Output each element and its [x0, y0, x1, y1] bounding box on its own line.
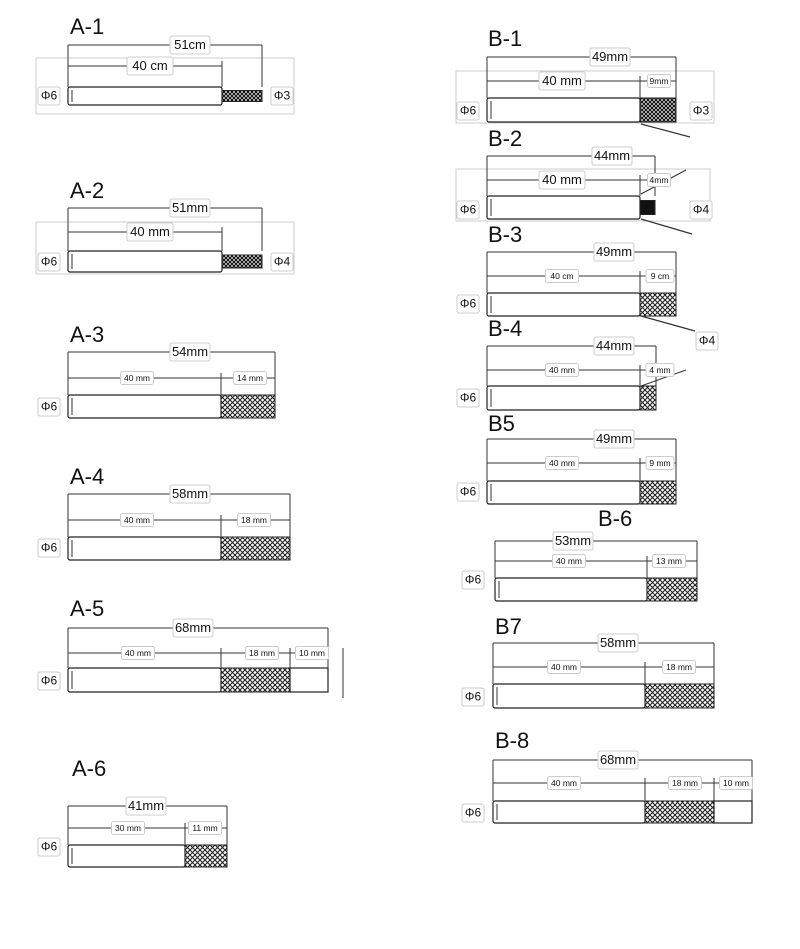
diameter-right-label: Φ4 — [273, 254, 291, 269]
stick-spec-b-4 — [457, 316, 686, 410]
seg1-length-label: 40 mm — [551, 777, 577, 788]
spec-title: B-4 — [488, 315, 523, 341]
stick-textured-section — [645, 801, 714, 823]
spec-title: B-8 — [495, 727, 530, 753]
total-length-label: 49mm — [595, 430, 633, 446]
stick-textured-section — [645, 684, 714, 708]
diameter-left-label: Φ6 — [459, 296, 477, 311]
total-length-label: 41mm — [127, 797, 165, 813]
stick-textured-section — [640, 386, 656, 410]
stick-plain-section — [68, 87, 222, 105]
stick-plain-section — [487, 293, 640, 316]
diameter-left-label: Φ6 — [40, 839, 58, 854]
stick-spec-b-1 — [456, 26, 714, 137]
stick-textured-section — [640, 293, 676, 316]
diameter-right-label: Φ4 — [698, 333, 716, 348]
seg3-length-label: 10 mm — [299, 647, 325, 658]
spec-title: A-3 — [70, 321, 105, 347]
diameter-left-label: Φ6 — [40, 399, 58, 414]
seg1-length-label: 40 cm — [132, 57, 168, 73]
diameter-left-label: Φ6 — [459, 202, 477, 217]
spec-title: B-3 — [488, 221, 523, 247]
diameter-left-label: Φ6 — [459, 390, 477, 405]
stick-textured-section — [222, 91, 262, 102]
stick-spec-a-6 — [38, 756, 227, 867]
diameter-right-label: Φ3 — [692, 103, 710, 118]
stick-plain-section — [487, 98, 640, 122]
seg2-length-label: 18 mm — [241, 514, 267, 525]
spec-title: A-5 — [70, 595, 105, 621]
total-length-label: 58mm — [171, 485, 209, 501]
spec-title: B7 — [495, 613, 522, 639]
seg1-length-label: 40 cm — [550, 270, 574, 281]
spec-title: A-6 — [72, 755, 107, 781]
seg2-length-label: 18 mm — [672, 777, 698, 788]
total-length-label: 44mm — [593, 147, 631, 163]
seg1-length-label: 30 mm — [115, 822, 141, 833]
diameter-right-label: Φ3 — [273, 88, 291, 103]
stick-textured-section — [640, 201, 655, 215]
seg1-length-label: 40 mm — [556, 555, 582, 566]
total-length-label: 51mm — [171, 199, 209, 215]
seg2-length-label: 9 cm — [650, 270, 670, 281]
stick-end-section — [290, 668, 328, 692]
stick-plain-section — [68, 668, 221, 692]
total-length-label: 51cm — [174, 36, 206, 52]
stick-end-section — [714, 801, 752, 823]
stick-spec-a-3 — [38, 322, 275, 418]
diameter-left-label: Φ6 — [40, 88, 58, 103]
seg2-length-label: 4 mm — [649, 364, 671, 375]
seg1-length-label: 40 mm — [549, 457, 575, 468]
stick-plain-section — [487, 386, 640, 410]
total-length-label: 68mm — [599, 751, 637, 767]
stick-plain-section — [493, 801, 645, 823]
callout-line — [641, 316, 695, 331]
diameter-left-label: Φ6 — [459, 484, 477, 499]
seg2-length-label: 9mm — [649, 75, 669, 86]
seg2-length-label: 18 mm — [249, 647, 275, 658]
stick-spec-b-6 — [462, 506, 697, 601]
total-length-label: 68mm — [174, 619, 212, 635]
seg1-length-label: 40 mm — [551, 661, 577, 672]
callout-line — [641, 124, 690, 137]
stick-textured-section — [222, 255, 262, 268]
diameter-left-label: Φ6 — [40, 540, 58, 555]
stick-textured-section — [221, 537, 290, 560]
seg1-length-label: 40 mm — [124, 514, 150, 525]
spec-title: B5 — [488, 410, 515, 436]
seg1-length-label: 40 mm — [542, 171, 582, 187]
stick-plain-section — [68, 251, 222, 272]
spec-title: A-1 — [70, 13, 105, 39]
stick-spec-a-2 — [36, 178, 294, 274]
diameter-left-label: Φ6 — [40, 254, 58, 269]
seg1-length-label: 40 mm — [124, 372, 150, 383]
total-length-label: 58mm — [599, 634, 637, 650]
spec-title: B-2 — [488, 125, 523, 151]
spec-title: A-4 — [70, 463, 105, 489]
diameter-left-label: Φ6 — [464, 689, 482, 704]
stick-textured-section — [221, 668, 290, 692]
seg2-length-label: 18 mm — [666, 661, 692, 672]
seg2-length-label: 14 mm — [237, 372, 263, 383]
stick-plain-section — [68, 537, 221, 560]
stick-plain-section — [493, 684, 645, 708]
stick-spec-a-5 — [38, 596, 343, 698]
diameter-left-label: Φ6 — [459, 103, 477, 118]
diameter-left-label: Φ6 — [464, 572, 482, 587]
stick-textured-section — [640, 481, 676, 504]
diameter-left-label: Φ6 — [40, 673, 58, 688]
seg2-length-label: 9 mm — [649, 457, 671, 468]
seg2-length-label: 4mm — [649, 174, 669, 185]
seg1-length-label: 40 mm — [542, 72, 582, 88]
stick-textured-section — [640, 98, 676, 122]
spec-title: B-1 — [488, 25, 523, 51]
stick-textured-section — [185, 845, 227, 867]
stick-spec-a-4 — [38, 464, 290, 560]
stick-plain-section — [68, 395, 221, 418]
spec-title: B-6 — [598, 505, 633, 531]
stick-textured-section — [647, 578, 697, 601]
seg3-length-label: 10 mm — [723, 777, 749, 788]
total-length-label: 53mm — [554, 532, 592, 548]
stick-spec-b7 — [462, 614, 714, 708]
seg1-length-label: 40 mm — [130, 223, 170, 239]
stick-plain-section — [495, 578, 647, 601]
seg1-length-label: 40 mm — [125, 647, 151, 658]
stick-spec-b-8 — [462, 728, 753, 823]
diameter-left-label: Φ6 — [464, 805, 482, 820]
total-length-label: 44mm — [595, 337, 633, 353]
total-length-label: 49mm — [595, 243, 633, 259]
stick-plain-section — [487, 481, 640, 504]
stick-spec-b5 — [457, 411, 676, 504]
seg2-length-label: 13 mm — [656, 555, 682, 566]
stick-spec-b-2 — [456, 126, 712, 234]
stick-plain-section — [68, 845, 185, 867]
diameter-right-label: Φ4 — [692, 202, 710, 217]
seg1-length-label: 40 mm — [549, 364, 575, 375]
seg2-length-label: 11 mm — [192, 822, 218, 833]
total-length-label: 49mm — [591, 48, 629, 64]
stick-textured-section — [221, 395, 275, 418]
stick-spec-a-1 — [36, 14, 294, 114]
total-length-label: 54mm — [171, 343, 209, 359]
stick-plain-section — [487, 196, 640, 219]
spec-title: A-2 — [70, 177, 105, 203]
